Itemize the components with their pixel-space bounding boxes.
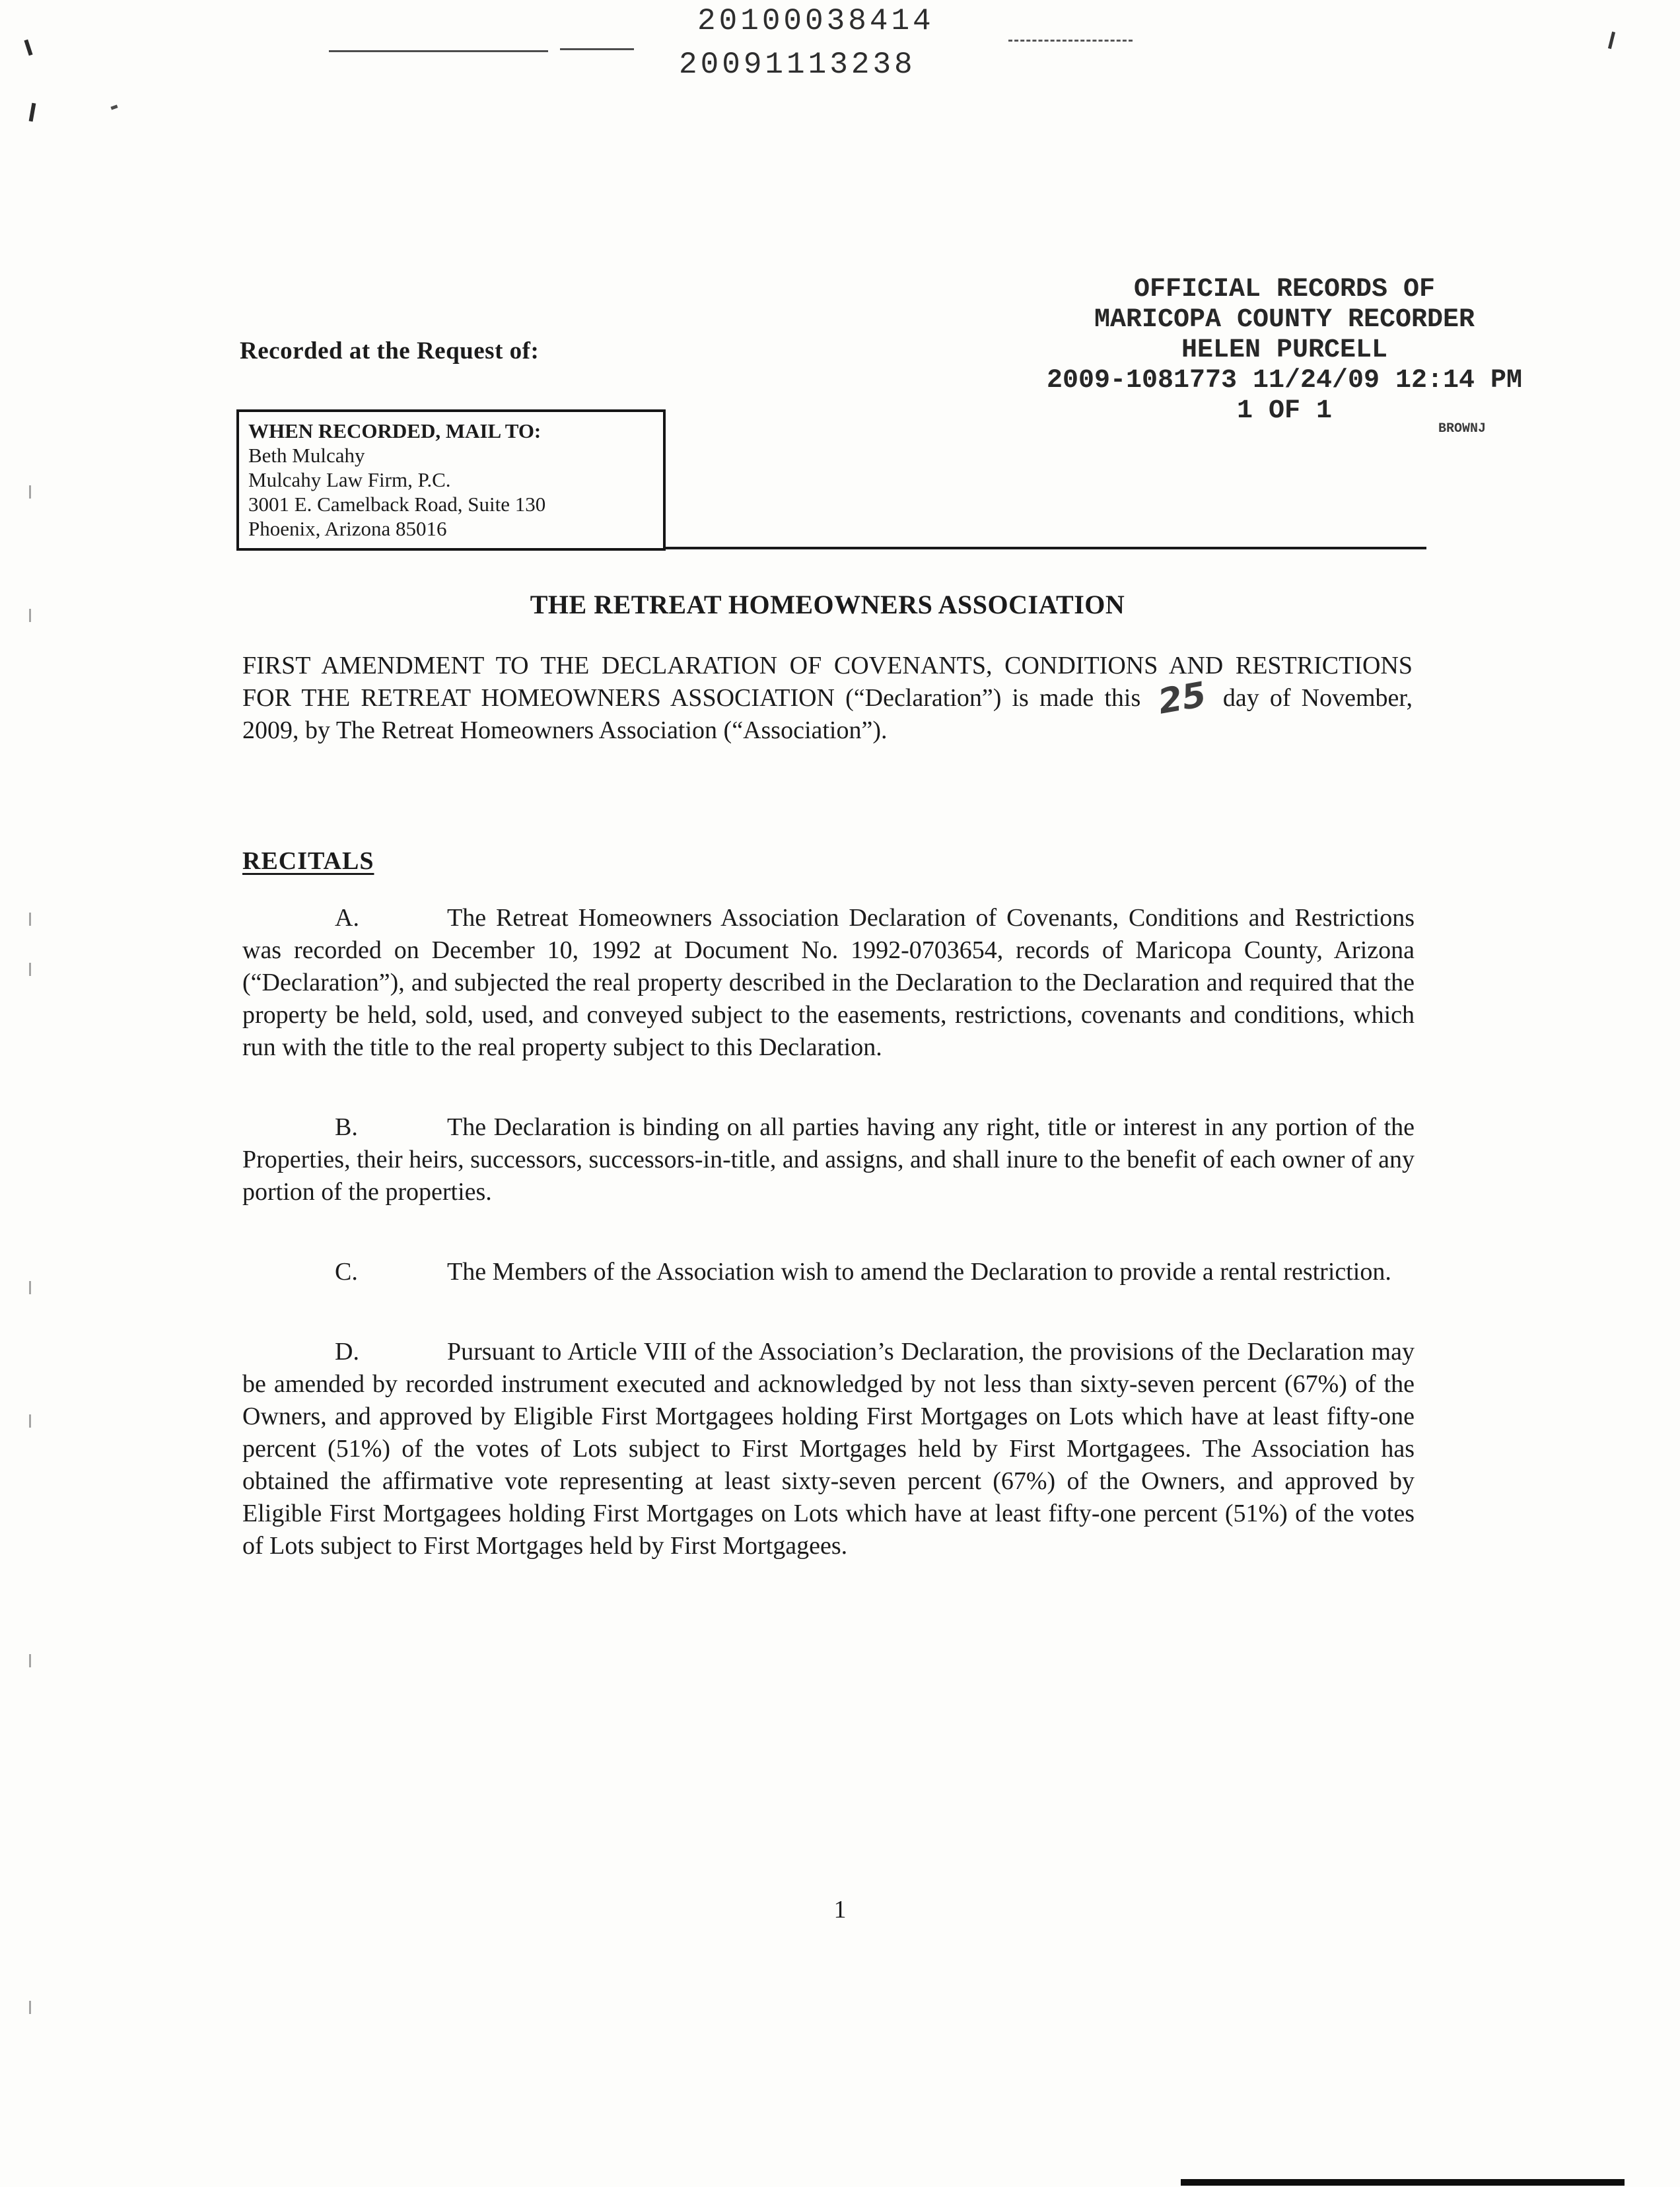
document-number-secondary: 20091113238 [679,48,916,82]
scan-artifact-tick [29,609,31,622]
recitals-body [242,902,1415,1610]
recital-label: A. [335,904,359,932]
scan-artifact-page-edge [1181,2179,1625,2186]
recorder-stamp-line: MARICOPA COUNTY RECORDER [1094,305,1475,335]
document-number-top: 20100038414 [697,4,934,38]
intro-text-part1: FIRST AMENDMENT TO THE DECLARATION OF COVENANTS, CONDITIONS AND RESTRICTIONS FOR THE RETREAT HOMEOWNERS ASSOCIATION (“Declaration”) is made this [242,652,1413,712]
horizontal-rule [664,547,1426,549]
scan-artifact-tick [29,2001,31,2014]
handwritten-day-number: 25 [1155,675,1210,722]
mail-to-name: Beth Mulcahy [248,444,365,467]
document-title: THE RETREAT HOMEOWNERS ASSOCIATION [530,590,1125,619]
scan-artifact-dashed-line [1008,40,1133,42]
recital-text: The Retreat Homeowners Association Declaration of Covenants, Conditions and Restrictions was recorded on December 10, 1992 at Document No. 1992-0703654, records of Maricopa County, Arizona (“Declaration”), and subjected the real property described in the Declaration to the Declaration and required that the property be held, sold, used, and conveyed subject to the easements, restrictions, covenants and conditions, which run with the title to the real property subject to this Declaration. [242,904,1415,1061]
scan-artifact-tick [29,1414,31,1428]
recital-text: The Members of the Association wish to amend the Declaration to provide a rental restriction. [447,1258,1391,1286]
recorded-at-request-label: Recorded at the Request of: [240,337,540,364]
intro-paragraph [242,650,1413,747]
recital-label: B. [335,1113,358,1141]
recital-paragraph-a [242,902,1415,1064]
mail-to-city: Phoenix, Arizona 85016 [248,517,447,540]
scan-artifact-tick [29,913,31,926]
recital-paragraph-b [242,1111,1415,1208]
recorder-stamp-line: OFFICIAL RECORDS OF [1133,275,1436,304]
mail-to-street: 3001 E. Camelback Road, Suite 130 [248,493,546,516]
scan-artifact-tick [29,963,31,976]
intro-text-part2: day of November, 2009, by The Retreat Homeowners Association (“Association”). [242,684,1413,744]
recorder-clerk-initials: BROWNJ [1438,421,1487,436]
recorder-stamp-line: HELEN PURCELL [1181,335,1388,365]
recorder-stamp-recording-number: 2009-1081773 11/24/09 12:14 PM [1046,366,1523,396]
recital-label: D. [335,1338,359,1366]
scan-artifact-tick [29,1281,31,1294]
recitals-heading: RECITALS [242,847,374,875]
scan-artifact-mark [1608,32,1615,49]
scan-artifact-tick [29,485,31,499]
scan-artifact-mark [110,104,118,110]
recital-text: The Declaration is binding on all parties having any right, title or interest in any portion of the Properties, their heirs, successors, successors-in-title, and assigns, and shall inure to the benefit of each owner of any portion of the properties. [242,1113,1415,1206]
recorder-stamp [1017,275,1552,427]
scan-artifact-mark [29,103,36,122]
page-number: 1 [833,1896,847,1924]
mail-to-title: WHEN RECORDED, MAIL TO: [248,419,542,442]
mail-to-firm: Mulcahy Law Firm, P.C. [248,468,451,491]
recital-paragraph-d [242,1336,1415,1562]
recital-text: Pursuant to Article VIII of the Association’s Declaration, the provisions of the Declaration may be amended by recorded instrument executed and acknowledged by not less than sixty-seven percent (67%) of the Owners, and approved by Eligible First Mortgagees holding First Mortgages on Lots which have at least fifty-one percent (51%) of the votes of Lots subject to First Mortgages held by First Mortgagees. The Association has obtained the affirmative vote representing at least sixty-seven percent (67%) of the Owners, and approved by Eligible First Mortgagees holding First Mortgages on Lots which have at least fifty-one percent (51%) of the votes of Lots subject to First Mortgages held by First Mortgagees. [242,1338,1415,1560]
recital-label: C. [335,1258,358,1286]
recital-paragraph-c [242,1256,1415,1288]
scan-artifact-dash [560,48,634,50]
mail-to-box [236,409,666,551]
scan-artifact-mark [24,40,32,56]
scan-artifact-tick [29,1654,31,1667]
scan-artifact-dash [329,50,548,52]
recorder-stamp-page-count: 1 OF 1 [1236,396,1333,426]
